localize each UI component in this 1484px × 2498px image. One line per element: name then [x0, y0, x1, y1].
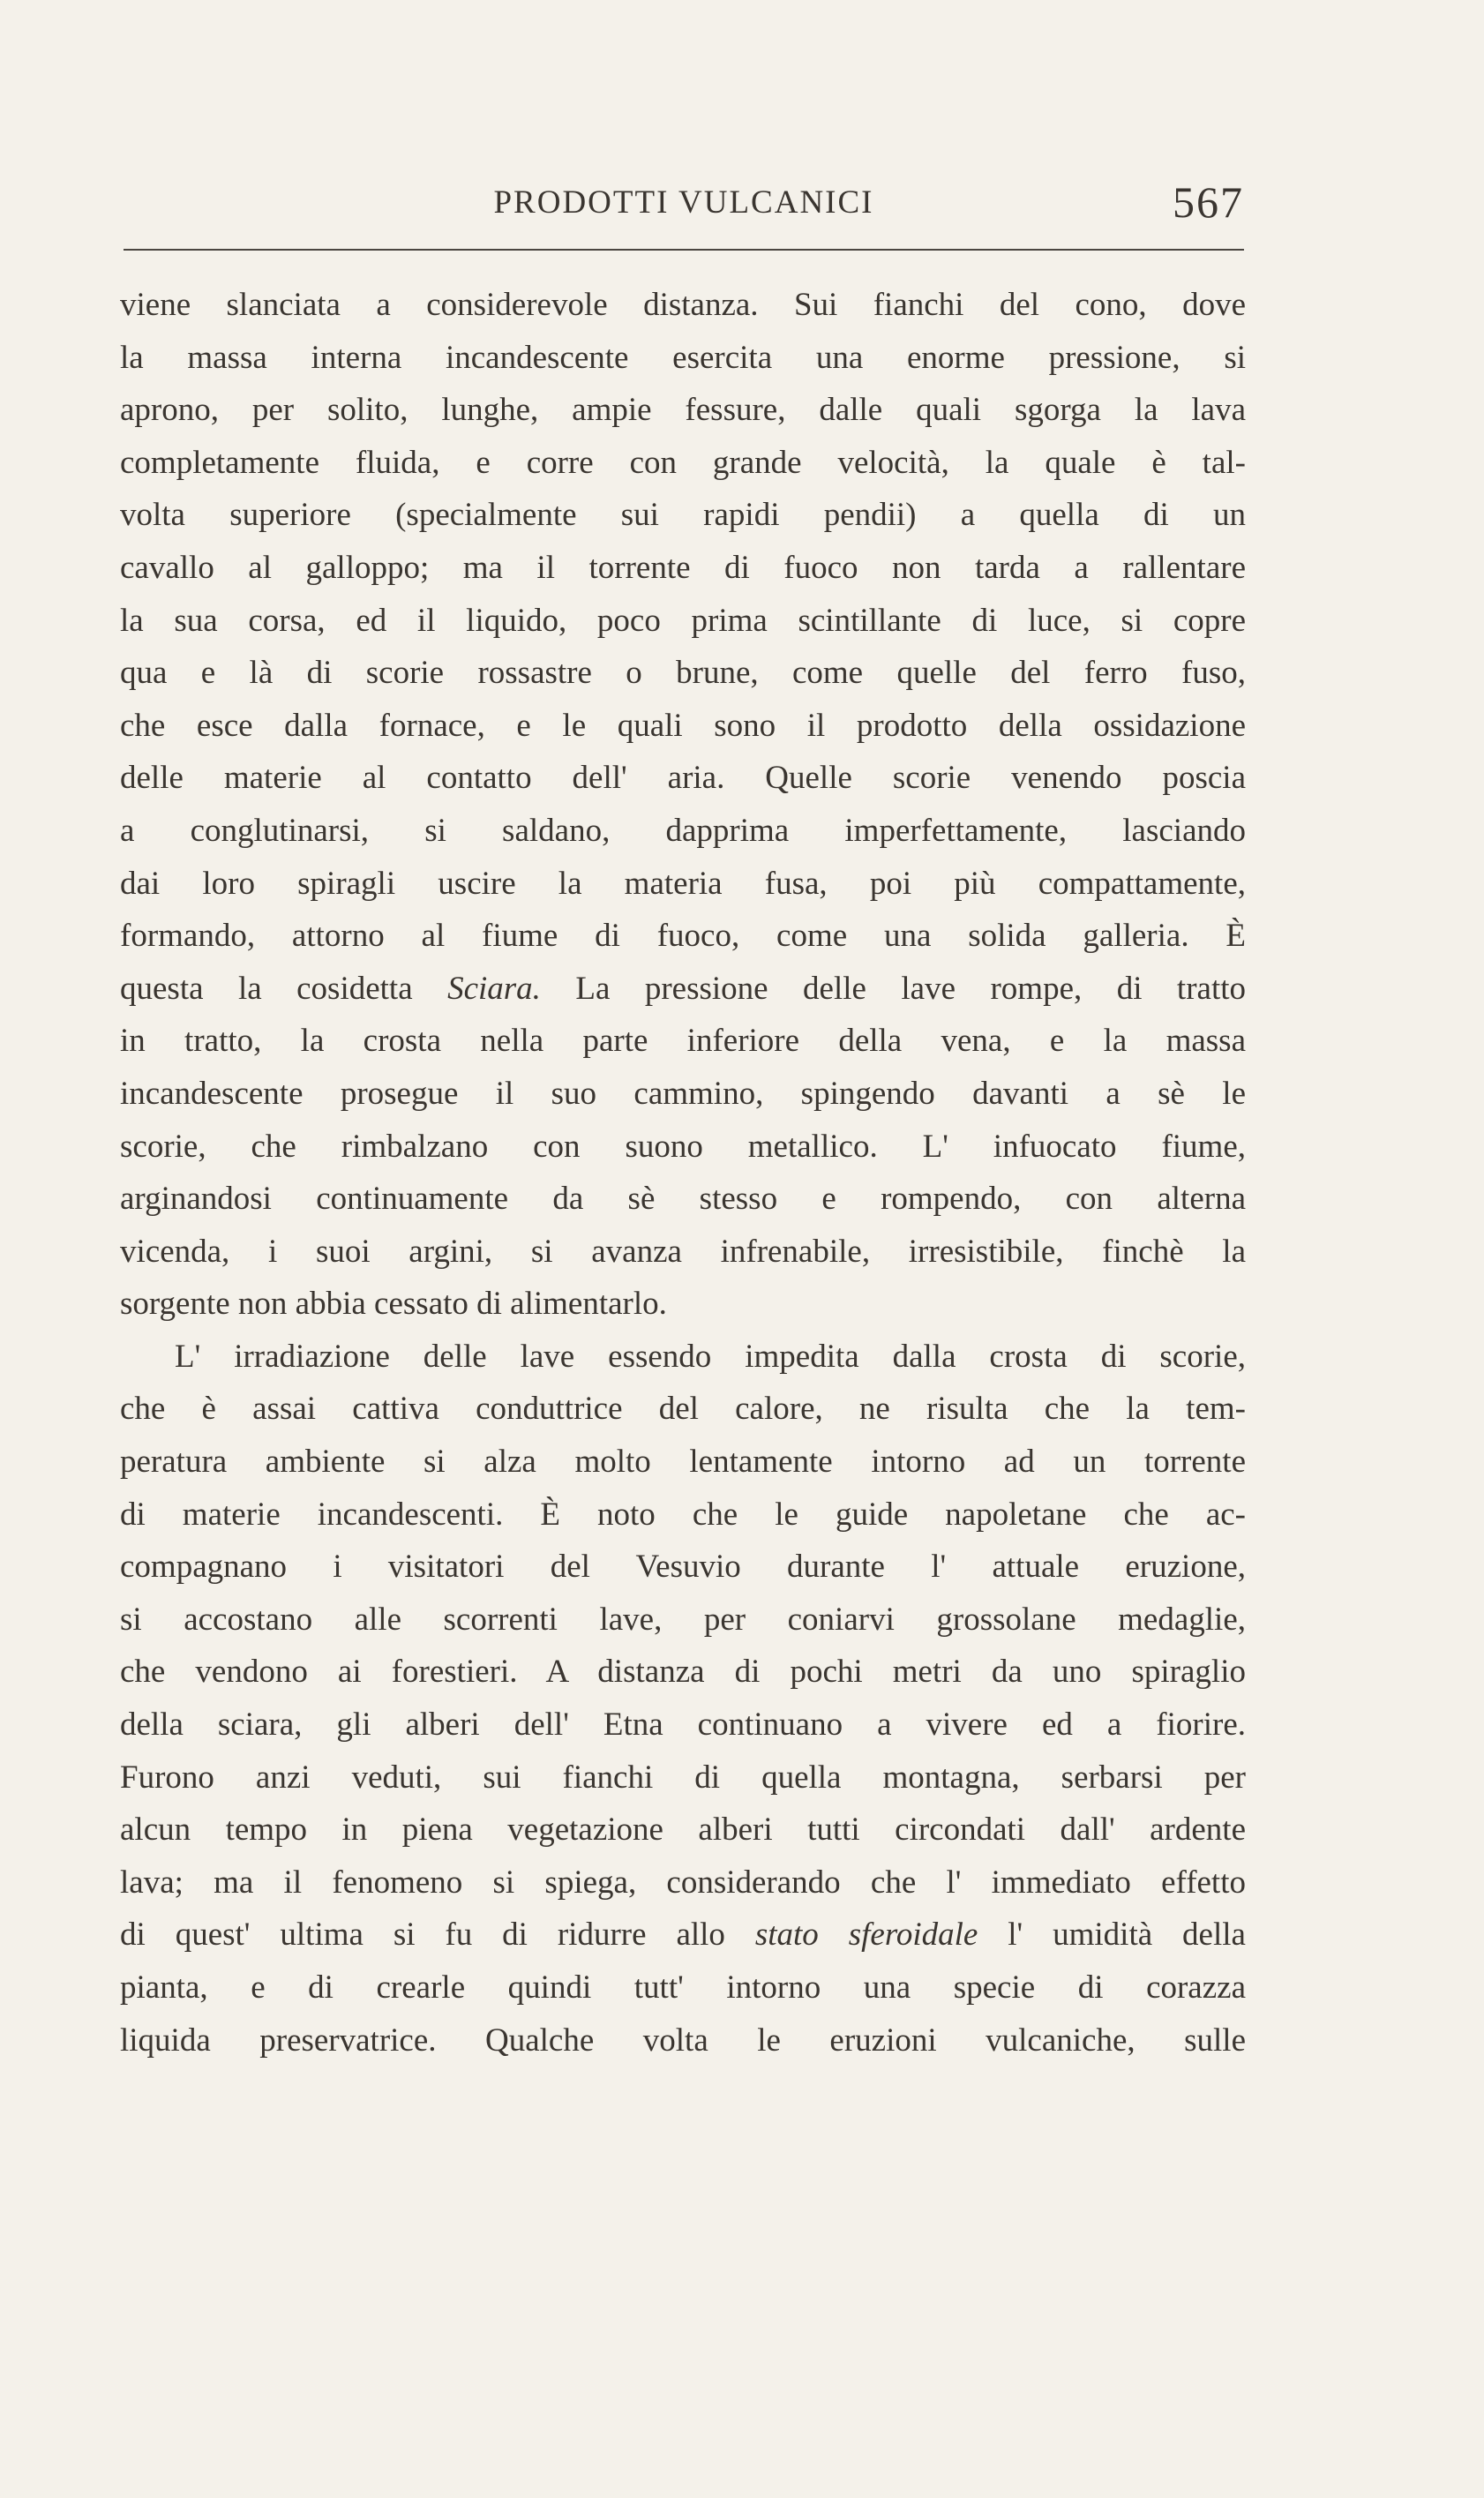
text-segment: questa la cosidetta [120, 970, 448, 1007]
text-line: di materie incandescenti. È noto che le guide napoletane che ac- [120, 1496, 1246, 1533]
text-segment: di quest' ultima si fu di ridurre allo [120, 1917, 755, 1954]
page-number: 567 [1173, 177, 1244, 227]
text-line: a conglutinarsi, si saldano, dapprima imperfettamente, lasciando [120, 812, 1246, 849]
text-line: la sua corsa, ed il liquido, poco prima scintillante di luce, si copre [120, 602, 1246, 639]
text-line: si accostano alle scorrenti lave, per coniarvi grossolane medaglie, [120, 1601, 1246, 1638]
text-line: pianta, e di crearle quindi tutt' intorno una specie di corazza [120, 1969, 1246, 2006]
text-line: liquida preservatrice. Qualche volta le eruzioni vulcaniche, sulle [120, 2022, 1246, 2059]
text-line: incandescente prosegue il suo cammino, spingendo davanti a sè le [120, 1075, 1246, 1112]
text-line: compagnano i visitatori del Vesuvio durante l' attuale eruzione, [120, 1549, 1246, 1586]
text-line: qua e là di scorie rossastre o brune, come quelle del ferro fuso, [120, 655, 1246, 692]
text-line: in tratto, la crosta nella parte inferiore della vena, e la massa [120, 1023, 1246, 1060]
text-line: volta superiore (specialmente sui rapidi pendii) a quella di un [120, 497, 1246, 534]
text-line: cavallo al galloppo; ma il torrente di fuoco non tarda a rallentare [120, 549, 1246, 586]
text-line: che è assai cattiva conduttrice del calore, ne risulta che la tem- [120, 1391, 1246, 1428]
italic-term: stato sferoidale [754, 1917, 978, 1954]
page-header [124, 176, 1244, 238]
text-line: scorie, che rimbalzano con suono metallico. L' infuocato fiume, [120, 1128, 1246, 1165]
text-line: Furono anzi veduti, sui fianchi di quella montagna, serbarsi per [120, 1759, 1246, 1796]
header-rule [124, 249, 1244, 251]
text-line: aprono, per solito, lunghe, ampie fessure, dalle quali sgorga la lava [120, 392, 1246, 429]
text-line: completamente fluida, e corre con grande velocità, la quale è tal- [120, 444, 1246, 481]
text-line: sorgente non abbia cessato di alimentarlo. [120, 1286, 667, 1323]
text-line: che vendono ai forestieri. A distanza di pochi metri da uno spiraglio [120, 1654, 1246, 1691]
text-segment: l' umidità della [978, 1917, 1246, 1954]
text-line: L' irradiazione delle lave essendo impedita dalla crosta di scorie, [175, 1338, 1246, 1375]
text-line: vicenda, i suoi argini, si avanza infrenabile, irresistibile, finchè la [120, 1233, 1246, 1270]
running-head: PRODOTTI VULCANICI [493, 184, 874, 221]
body-text [120, 279, 1246, 2067]
text-line: delle materie al contatto dell' aria. Quelle scorie venendo poscia [120, 760, 1246, 797]
text-line [120, 1909, 1246, 1962]
text-line: la massa interna incandescente esercita una enorme pressione, si [120, 339, 1246, 376]
text-line: della sciara, gli alberi dell' Etna continuano a vivere ed a fiorire. [120, 1707, 1246, 1744]
text-line [120, 963, 1246, 1016]
text-line: alcun tempo in piena vegetazione alberi tutti circondati dall' ardente [120, 1812, 1246, 1849]
text-line: formando, attorno al fiume di fuoco, come una solida galleria. È [120, 918, 1246, 955]
text-line: peratura ambiente si alza molto lentamente intorno ad un torrente [120, 1444, 1246, 1481]
text-line: arginandosi continuamente da sè stesso e rompendo, con alterna [120, 1181, 1246, 1218]
text-segment: La pressione delle lave rompe, di tratto [540, 970, 1246, 1007]
italic-term: Sciara. [447, 970, 541, 1007]
text-line: dai loro spiragli uscire la materia fusa, poi più compattamente, [120, 865, 1246, 902]
text-line: viene slanciata a considerevole distanza. Sui fianchi del cono, dove [120, 287, 1246, 323]
text-line: che esce dalla fornace, e le quali sono il prodotto della ossidazione [120, 707, 1246, 744]
text-line: lava; ma il fenomeno si spiega, considerando che l' immediato effetto [120, 1864, 1246, 1901]
